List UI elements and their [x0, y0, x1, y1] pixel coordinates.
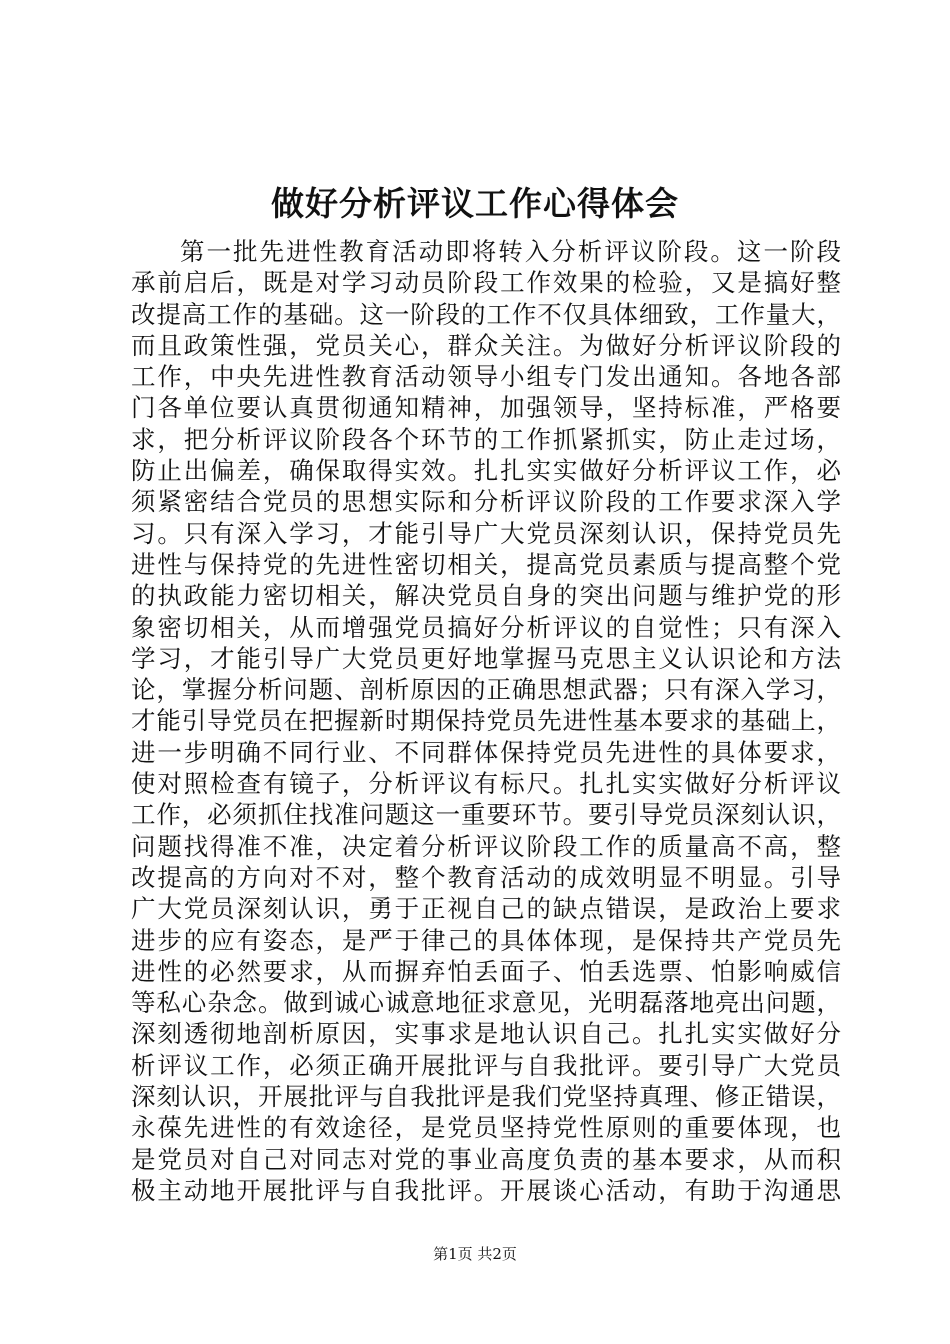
body-line: 的执政能力密切相关，解决党员自身的突出问题与维护党的形 — [131, 581, 841, 611]
body-line: 问题找得准不准，决定着分析评议阶段工作的质量高不高，整 — [131, 831, 841, 861]
body-line: 求，把分析评议阶段各个环节的工作抓紧抓实，防止走过场， — [131, 424, 841, 454]
body-line: 而且政策性强，党员关心，群众关注。为做好分析评议阶段的 — [131, 330, 841, 360]
body-line: 防止出偏差，确保取得实效。扎扎实实做好分析评议工作，必 — [131, 456, 841, 486]
body-line: 工作，必须抓住找准问题这一重要环节。要引导党员深刻认识， — [131, 800, 841, 830]
body-line: 析评议工作，必须正确开展批评与自我批评。要引导广大党员 — [131, 1050, 841, 1080]
body-line: 是党员对自己对同志对党的事业高度负责的基本要求，从而积 — [131, 1144, 841, 1174]
body-line: 深刻认识，开展批评与自我批评是我们党坚持真理、修正错误， — [131, 1082, 841, 1112]
body-line: 改提高的方向对不对，整个教育活动的成效明显不明显。引导 — [131, 862, 841, 892]
body-line: 进性的必然要求，从而摒弃怕丢面子、怕丢选票、怕影响威信 — [131, 956, 841, 986]
body-line: 承前启后，既是对学习动员阶段工作效果的检验，又是搞好整 — [131, 268, 841, 298]
body-line: 进性与保持党的先进性密切相关，提高党员素质与提高整个党 — [131, 549, 841, 579]
body-line: 极主动地开展批评与自我批评。开展谈心活动，有助于沟通思 — [131, 1175, 841, 1205]
body-line: 广大党员深刻认识，勇于正视自己的缺点错误，是政治上要求 — [131, 894, 841, 924]
page-footer: 第1页 共2页 — [433, 1245, 517, 1263]
body-line: 工作，中央先进性教育活动领导小组专门发出通知。各地各部 — [131, 362, 841, 392]
body-line: 永葆先进性的有效途径，是党员坚持党性原则的重要体现，也 — [131, 1113, 841, 1143]
body-line: 进一步明确不同行业、不同群体保持党员先进性的具体要求， — [131, 737, 841, 767]
body-line: 象密切相关，从而增强党员搞好分析评议的自觉性；只有深入 — [131, 612, 841, 642]
body-line: 等私心杂念。做到诚心诚意地征求意见，光明磊落地亮出问题， — [131, 988, 841, 1018]
body-line: 才能引导党员在把握新时期保持党员先进性基本要求的基础上， — [131, 706, 841, 736]
body-line: 第一批先进性教育活动即将转入分析评议阶段。这一阶段 — [180, 237, 841, 266]
body-line: 使对照检查有镜子，分析评议有标尺。扎扎实实做好分析评议 — [131, 769, 841, 799]
body-line: 学习，才能引导广大党员更好地掌握马克思主义认识论和方法 — [131, 643, 841, 673]
body-line: 进步的应有姿态，是严于律己的具体体现，是保持共产党员先 — [131, 925, 841, 955]
body-line: 门各单位要认真贯彻通知精神，加强领导，坚持标准，严格要 — [131, 393, 841, 423]
body-line: 论，掌握分析问题、剖析原因的正确思想武器；只有深入学习， — [131, 675, 841, 705]
body-line: 改提高工作的基础。这一阶段的工作不仅具体细致，工作量大， — [131, 299, 841, 329]
document-body — [131, 236, 841, 1206]
body-line: 习。只有深入学习，才能引导广大党员深刻认识，保持党员先 — [131, 518, 841, 548]
document-title: 做好分析评议工作心得体会 — [271, 184, 679, 223]
body-line: 深刻透彻地剖析原因，实事求是地认识自己。扎扎实实做好分 — [131, 1019, 841, 1049]
body-line: 须紧密结合党员的思想实际和分析评议阶段的工作要求深入学 — [131, 487, 841, 517]
